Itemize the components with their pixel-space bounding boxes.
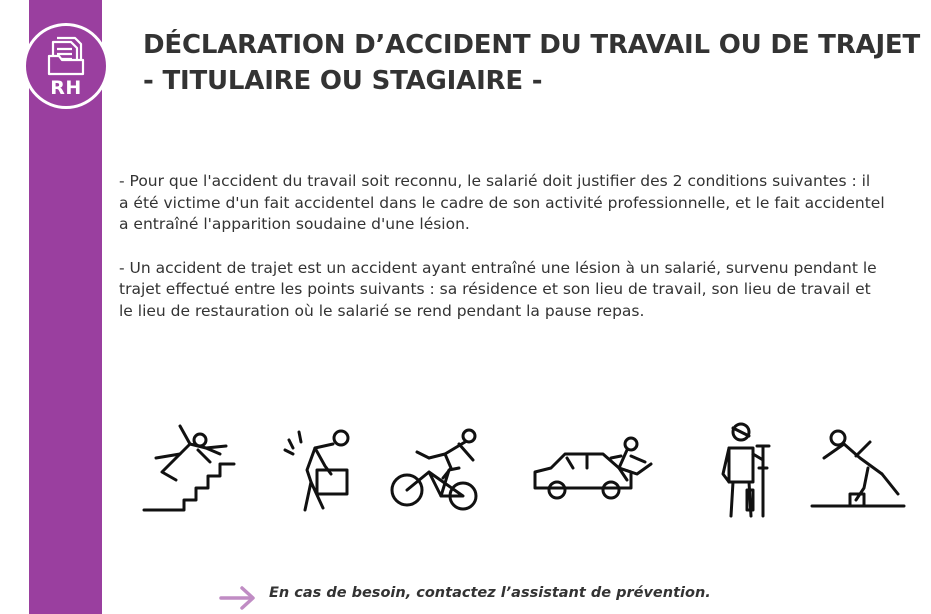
- bicycle-accident-icon: [389, 424, 485, 516]
- paragraph-line: le lieu de restauration où le salarié se rend pendant la pause repas.: [119, 301, 645, 320]
- content-text: [119, 171, 931, 322]
- injured-person-crutch-icon: [719, 420, 775, 520]
- trip-over-obstacle-icon: [810, 424, 908, 512]
- paragraph-line: - Pour que l'accident du travail soit reconnu, le salarié doit justifier des 2 conditions suivantes : il: [119, 172, 871, 190]
- title-line-1: DÉCLARATION D’ACCIDENT DU TRAVAIL OU DE TRAJET: [143, 30, 921, 60]
- paragraph-line: trajet effectué entre les points suivants : sa résidence et son lieu de travail, son lieu de travail et: [119, 280, 871, 298]
- title-line-2: - TITULAIRE OU STAGIAIRE -: [143, 66, 543, 96]
- back-injury-lifting-icon: [283, 426, 353, 514]
- logo-text: RH: [50, 77, 82, 99]
- fall-on-stairs-icon: [140, 418, 240, 514]
- page-title: [143, 27, 931, 99]
- arrow-right-icon: [218, 585, 258, 611]
- footer-note: En cas de besoin, contactez l’assistant de prévention.: [269, 585, 711, 601]
- paragraph-line: a été victime d'un fait accidentel dans le cadre de son activité professionnelle, et le fait accidentel: [119, 193, 885, 212]
- paragraph-line: a entraîné l'apparition soudaine d'une lésion.: [119, 215, 470, 233]
- paragraph-commute-accident: [119, 258, 931, 323]
- rh-logo: [23, 23, 109, 109]
- car-accident-icon: [531, 434, 657, 504]
- paragraph-line: - Un accident de trajet est un accident ayant entraîné une lésion à un salarié, survenu pendant le: [119, 258, 877, 277]
- paragraph-work-accident: [119, 171, 931, 236]
